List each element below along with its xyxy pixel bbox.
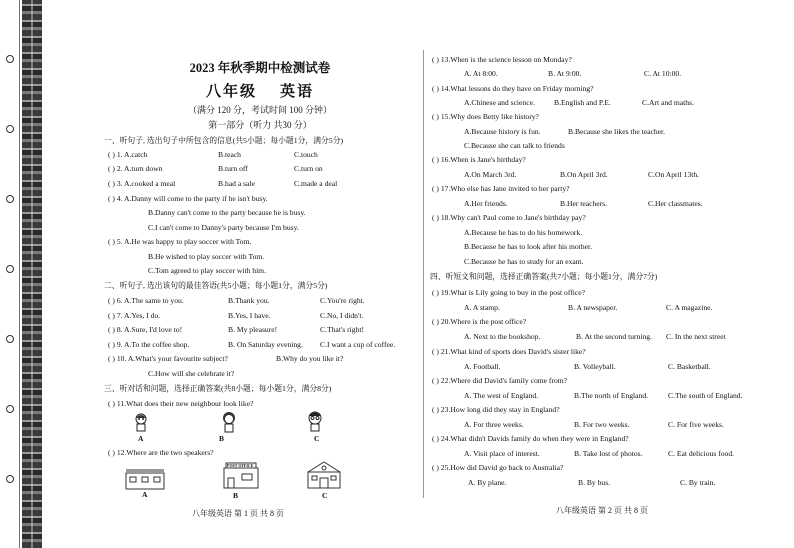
- question-row: ( ) 25.How did David go back to Australia?: [432, 463, 564, 472]
- question-row: ( ) 7. A.Yes, I do.: [108, 311, 161, 320]
- option-a: A. Football.: [464, 362, 501, 371]
- option-b: B.English and P.E.: [554, 98, 611, 107]
- question-row: ( ) 8. A.Sure, I'd love to!: [108, 325, 183, 334]
- option-c: C.Because he has to study for an exam.: [464, 257, 584, 266]
- question-row: ( ) 3. A.cooked a meal: [108, 179, 176, 188]
- option-b: B. My pleasure!: [228, 325, 278, 334]
- question-row: ( ) 15.Why does Betty like history?: [432, 112, 539, 121]
- option-c: C.How will she celebrate it?: [148, 369, 235, 378]
- page-footer: 八年级英语 第 1 页 共 8 页: [192, 509, 284, 518]
- scanned-dark-margin: [22, 0, 42, 548]
- option-b: B.Yes, I have.: [228, 311, 271, 320]
- option-b: B. At 9:00.: [548, 69, 582, 78]
- option-b: B.Because he has to look after his mother.: [464, 242, 593, 251]
- question-row: ( ) 9. A.To the coffee shop.: [108, 340, 190, 349]
- option-a: A.On March 3rd.: [464, 170, 517, 179]
- option-b: B.Danny can't come to the party because he is busy.: [148, 208, 306, 217]
- question-row: ( ) 11.What does their new neighbour look like?: [108, 399, 254, 408]
- option-c: C.turn on: [294, 164, 323, 173]
- question-row: ( ) 19.What is Lily going to buy in the post office?: [432, 288, 585, 297]
- picture-label-b: B: [233, 491, 239, 500]
- option-b: B. At the second turning.: [576, 332, 652, 341]
- option-c: C.I can't come to Danny's party because I'm busy.: [148, 223, 299, 232]
- page-left: [100, 50, 420, 548]
- neighbour-picture-a: [128, 412, 154, 432]
- option-c: C.The south of England.: [668, 391, 743, 400]
- section-2-heading: 二、听句子, 选出该句的最佳答语(共5小题；每小题1分，满分5分): [104, 281, 328, 290]
- option-a: A. At 8:00.: [464, 69, 498, 78]
- option-b: B.Because she likes the teacher.: [568, 127, 665, 136]
- option-c: C.Art and maths.: [642, 98, 694, 107]
- post-office-sign: POST OFFICE: [227, 463, 254, 468]
- option-b: B.Her teachers.: [560, 199, 608, 208]
- option-b: B.He wished to play soccer with Tom.: [148, 252, 265, 261]
- question-row: ( ) 16.When is Jane's birthday?: [432, 155, 526, 164]
- option-b: B.On April 3rd.: [560, 170, 608, 179]
- binding-strip: [0, 0, 20, 548]
- option-c: C. At 10:00.: [644, 69, 682, 78]
- option-b: B. For two weeks.: [574, 420, 630, 429]
- option-b: B. By bus.: [578, 478, 611, 487]
- exam-meta: （满分 120 分，考试时间 100 分钟）: [187, 105, 332, 115]
- picture-label-c: C: [314, 434, 320, 443]
- option-c: C. A magazine.: [666, 303, 713, 312]
- option-b: B. Take lost of photos.: [574, 449, 643, 458]
- question-row: ( ) 10. A.What's your favourite subject?: [108, 354, 228, 363]
- location-picture-a: [124, 463, 166, 491]
- picture-label-a: A: [138, 434, 144, 443]
- option-b: B.teach: [218, 150, 241, 159]
- binding-hole: [6, 265, 14, 273]
- option-a: A. By plane.: [468, 478, 507, 487]
- binding-hole: [6, 195, 14, 203]
- option-c: C. Eat delicious food.: [668, 449, 735, 458]
- grade-subject: 八年级 英语: [205, 84, 314, 100]
- question-row: ( ) 20.Where is the post office?: [432, 317, 527, 326]
- question-row: ( ) 14.What lessons do they have on Friday morning?: [432, 84, 594, 93]
- page-footer: 八年级英语 第 2 页 共 8 页: [556, 506, 648, 515]
- option-c: C.That's right!: [320, 325, 364, 334]
- question-row: ( ) 24.What didn't Davids family do when they were in England?: [432, 434, 629, 443]
- option-b: B.The north of England.: [574, 391, 649, 400]
- picture-label-a: A: [142, 490, 148, 499]
- option-c: C.You're right.: [320, 296, 365, 305]
- question-row: ( ) 23.How long did they stay in England?: [432, 405, 560, 414]
- question-row: ( ) 4. A.Danny will come to the party if he isn't busy.: [108, 194, 268, 203]
- neighbour-picture-b: [218, 411, 240, 433]
- option-c: C.Because she can talk to friends: [464, 141, 565, 150]
- option-c: C. In the next street: [666, 332, 726, 341]
- option-c: C. For five weeks.: [668, 420, 724, 429]
- page-divider: [423, 50, 424, 498]
- option-c: C.I want a cup of coffee.: [320, 340, 396, 349]
- binding-hole: [6, 335, 14, 343]
- neighbour-picture-c: [304, 410, 326, 432]
- question-row: ( ) 6. A.The same to you.: [108, 296, 184, 305]
- section-3-heading: 三、听对话和问题，选择正确答案(共8小题；每小题1分，满分8分): [104, 384, 332, 393]
- question-row: ( ) 21.What kind of sports does David's sister like?: [432, 347, 586, 356]
- option-a: A.Chinese and science.: [464, 98, 535, 107]
- section-1-heading: 一、听句子, 选出句子中所包含的信息(共5小题；每小题1分，满分5分): [104, 136, 344, 145]
- option-c: C.On April 13th.: [648, 170, 700, 179]
- question-row: ( ) 17.Who else has Jane invited to her party?: [432, 184, 570, 193]
- option-a: A.Because he has to do his homework.: [464, 228, 583, 237]
- binding-hole: [6, 55, 14, 63]
- option-a: A. For three weeks.: [464, 420, 524, 429]
- option-c: C.made a deal: [294, 179, 338, 188]
- option-c: C.Her classmates.: [648, 199, 703, 208]
- option-a: A. The west of England.: [464, 391, 539, 400]
- part-heading: 第一部分（听力 共30 分）: [208, 120, 312, 130]
- option-c: C.touch: [294, 150, 318, 159]
- question-row: ( ) 13.When is the science lesson on Monday?: [432, 55, 572, 64]
- option-b: B.turn off: [218, 164, 248, 173]
- question-row: ( ) 22.Where did David's family come from?: [432, 376, 568, 385]
- question-row: ( ) 2. A.turn down: [108, 164, 163, 173]
- option-b: B. A newspaper.: [568, 303, 618, 312]
- picture-label-b: B: [219, 434, 225, 443]
- option-a: A.Her friends.: [464, 199, 508, 208]
- option-c: C. By train.: [680, 478, 716, 487]
- picture-label-c: C: [322, 491, 328, 500]
- option-c: C.No, I didn't.: [320, 311, 364, 320]
- option-b: B. Volleyball.: [574, 362, 616, 371]
- option-b: B. On Saturday evening.: [228, 340, 303, 349]
- binding-hole: [6, 405, 14, 413]
- option-b: B.Thank you.: [228, 296, 270, 305]
- question-row: ( ) 1. A.catch: [108, 150, 148, 159]
- option-c: C.Tom agreed to play soccer with him.: [148, 266, 266, 275]
- binding-hole: [6, 475, 14, 483]
- option-a: A.Because history is fun.: [464, 127, 541, 136]
- binding-hole: [6, 125, 14, 133]
- option-c: C. Basketball.: [668, 362, 711, 371]
- option-b: B.had a sale: [218, 179, 255, 188]
- question-row: ( ) 12.Where are the two speakers?: [108, 448, 214, 457]
- option-a: A. Visit place of interest.: [464, 449, 540, 458]
- section-4-heading: 四、听短文和问题，选择正确答案(共7小题；每小题1分，满分7分): [430, 272, 658, 281]
- option-a: A. Next to the bookshop.: [464, 332, 541, 341]
- page-right: [428, 50, 790, 548]
- question-row: ( ) 5. A.He was happy to play soccer with Tom.: [108, 237, 252, 246]
- question-row: ( ) 18.Why can't Paul come to Jane's birthday pay?: [432, 213, 586, 222]
- option-a: A. A stamp.: [464, 303, 500, 312]
- option-b: B.Why do you like it?: [276, 354, 344, 363]
- exam-title: 2023 年秋季期中检测试卷: [189, 61, 331, 75]
- location-picture-c: [304, 458, 344, 490]
